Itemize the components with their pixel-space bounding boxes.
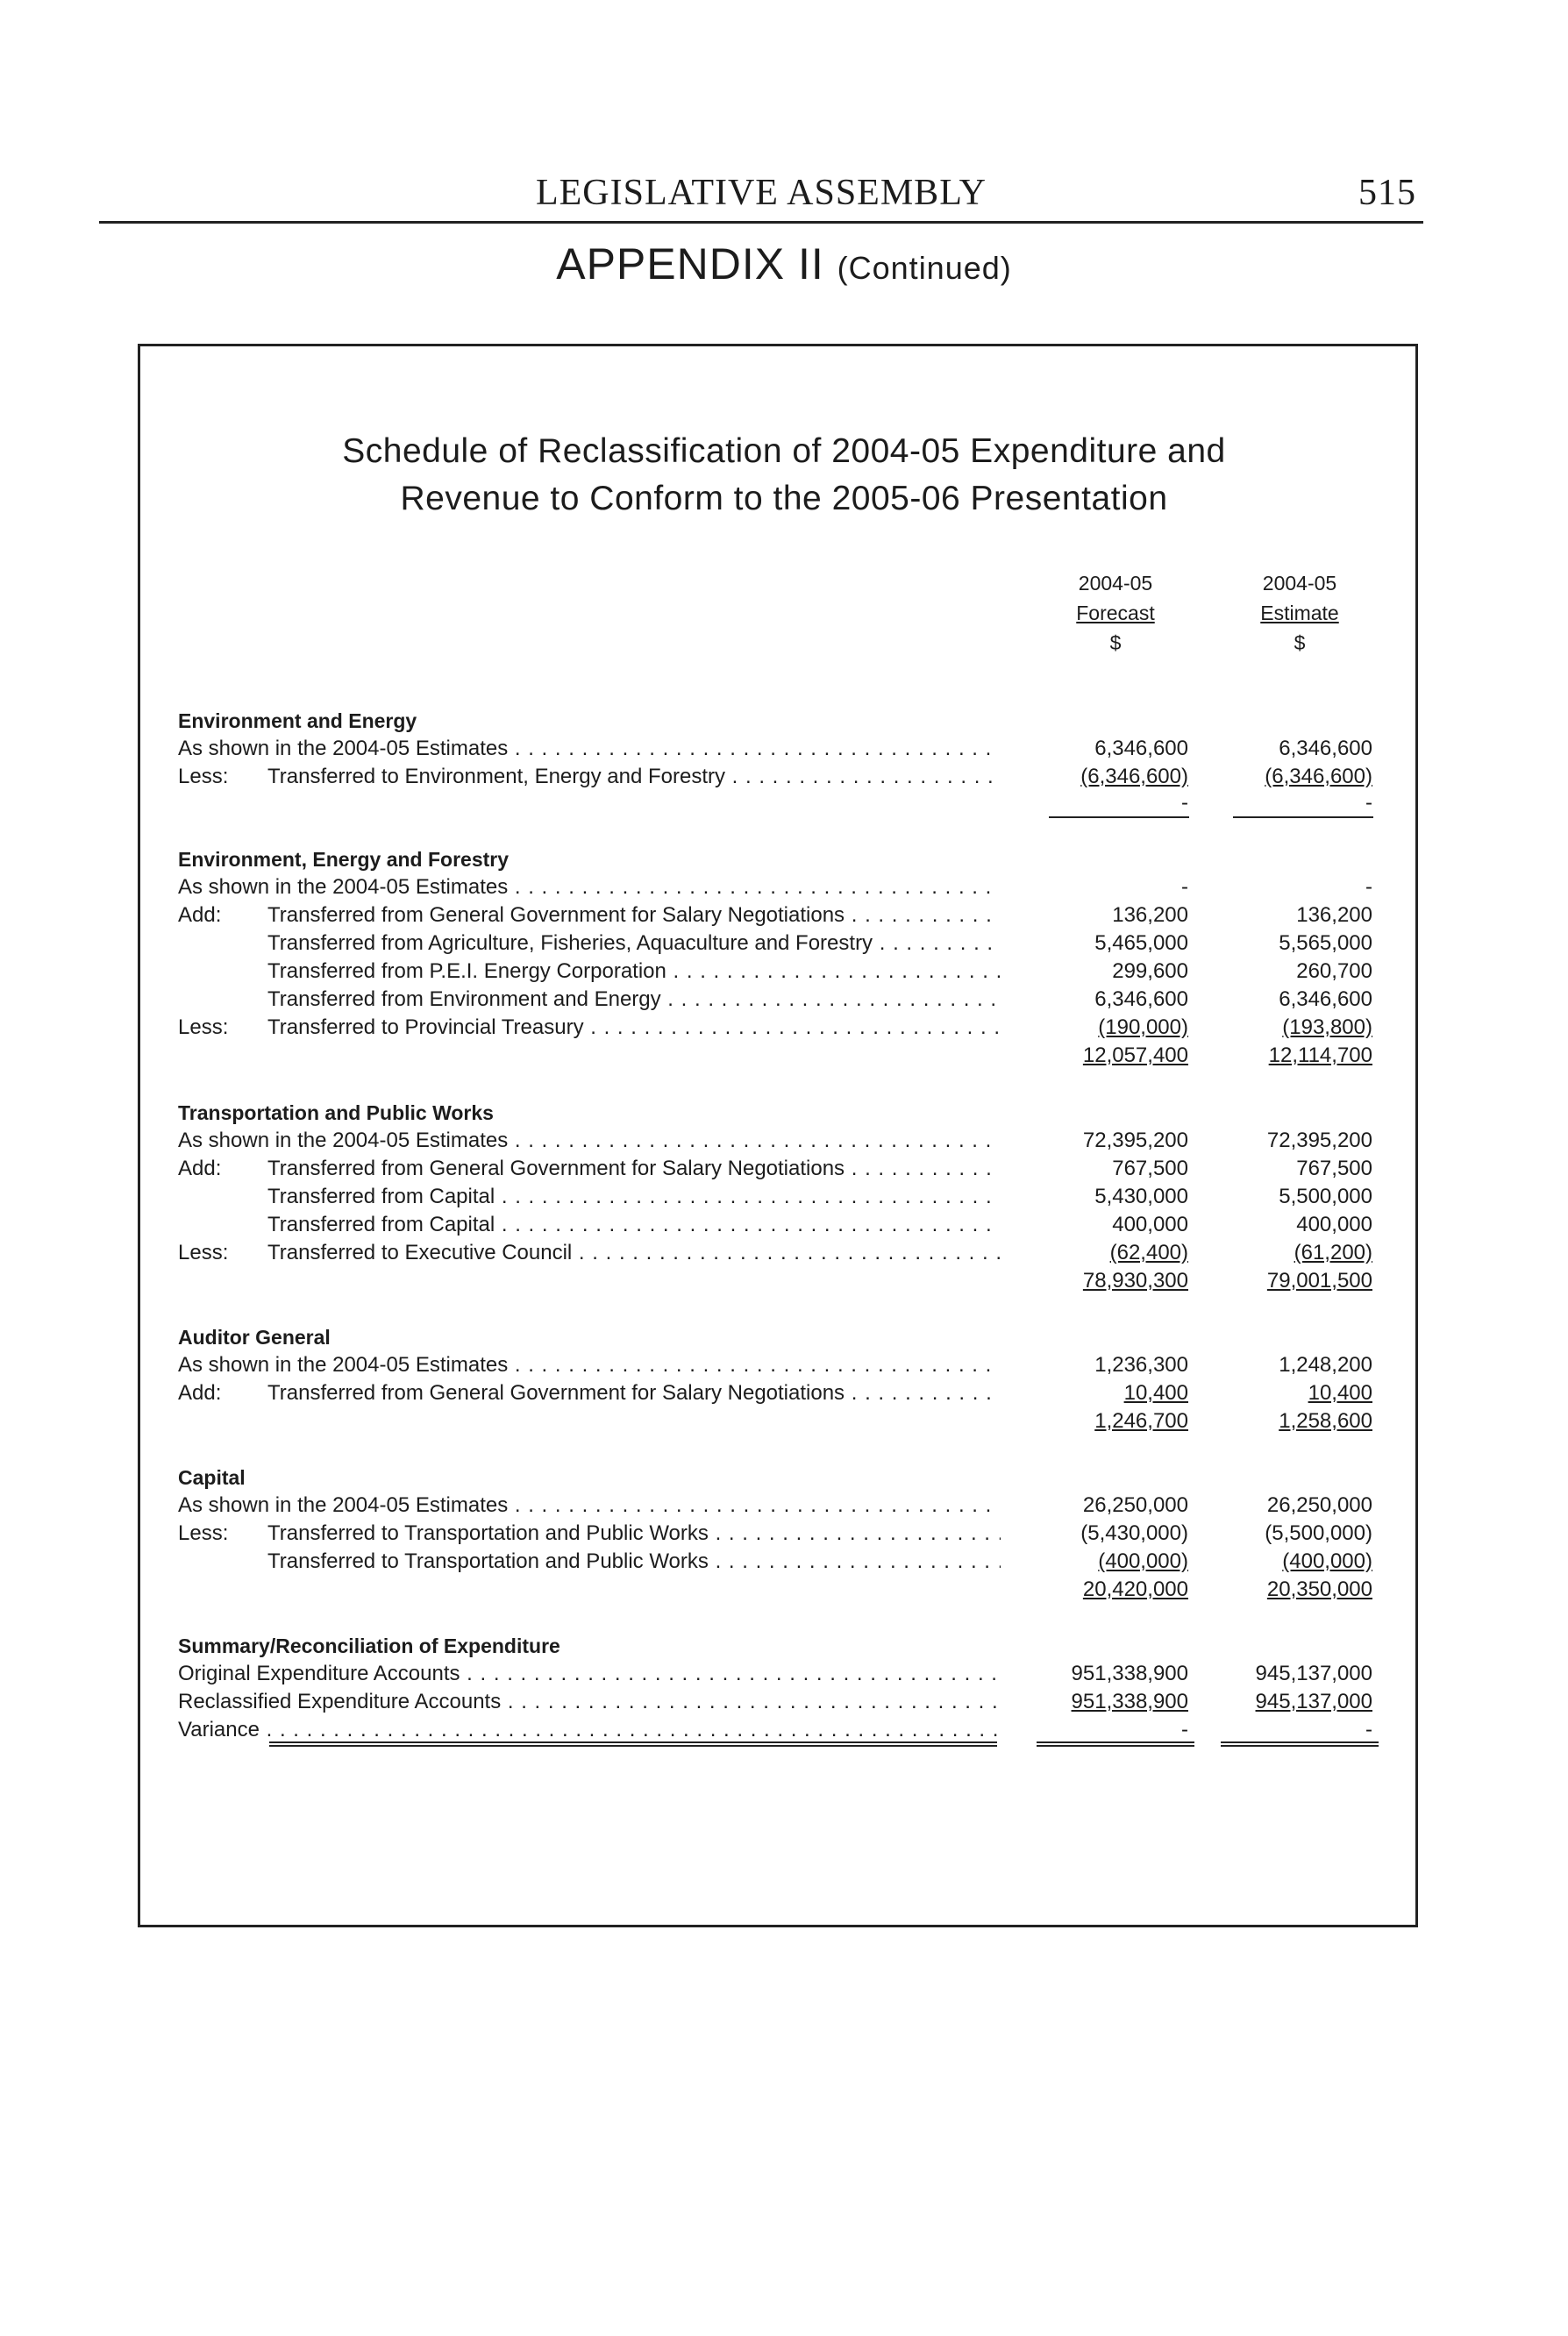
estimate-total: 79,001,500 (1266, 1269, 1372, 1293)
column-header-estimate (1221, 568, 1379, 658)
forecast-value: 72,395,200 (1082, 1129, 1188, 1152)
estimate-value: (193,800) (1282, 1015, 1372, 1039)
row-prefix: Less: (178, 1521, 229, 1545)
row-description: Transferred to Transportation and Public Works . . . (267, 1547, 1001, 1577)
forecast-total: 1,246,700 (1094, 1409, 1188, 1433)
running-head (99, 172, 1423, 217)
row-description: As shown in the 2004-05 Estimates . . . (178, 1126, 1001, 1156)
table-row (178, 1154, 1388, 1184)
row-description: Transferred from Capital . . . (267, 1182, 1001, 1212)
row-description: Variance . . . (178, 1715, 1001, 1745)
row-description: Original Expenditure Accounts . . . (178, 1659, 1001, 1689)
forecast-value: 400,000 (1112, 1213, 1188, 1236)
total-rule (1049, 816, 1189, 818)
estimate-value: 136,200 (1296, 903, 1372, 927)
schedule-title-line-1: Schedule of Reclassification of 2004-05 Expenditure and (342, 432, 1226, 470)
table-row (178, 1715, 1388, 1745)
forecast-value: 10,400 (1123, 1381, 1188, 1405)
estimate-value: 945,137,000 (1255, 1690, 1372, 1713)
column-unit: $ (1109, 631, 1122, 654)
estimate-total: 12,114,700 (1268, 1043, 1372, 1067)
estimate-value: 5,500,000 (1279, 1185, 1372, 1208)
estimate-total: - (1365, 791, 1372, 815)
estimate-value: 400,000 (1296, 1213, 1372, 1236)
forecast-value: 6,346,600 (1094, 737, 1188, 760)
estimate-value: (400,000) (1282, 1549, 1372, 1573)
appendix-title-suffix: (Continued) (837, 250, 1012, 286)
estimate-value: (5,500,000) (1265, 1521, 1372, 1545)
estimate-value: 26,250,000 (1266, 1493, 1372, 1517)
column-label: Estimate (1260, 602, 1339, 624)
section-heading: Environment, Energy and Forestry (178, 848, 510, 871)
forecast-total: 12,057,400 (1082, 1043, 1188, 1067)
section-total-row (178, 1041, 1388, 1071)
forecast-value: 5,465,000 (1094, 931, 1188, 955)
table-row (178, 1238, 1388, 1268)
section-heading: Summary/Reconciliation of Expenditure (178, 1634, 560, 1657)
forecast-total: - (1181, 791, 1188, 815)
estimate-value: 72,395,200 (1266, 1129, 1372, 1152)
row-description: As shown in the 2004-05 Estimates . . . (178, 872, 1001, 902)
estimate-value: 5,565,000 (1279, 931, 1372, 955)
estimate-value: (6,346,600) (1265, 765, 1372, 788)
forecast-value: 951,338,900 (1071, 1690, 1188, 1713)
row-prefix: Add: (178, 903, 222, 927)
page-number: 515 (1358, 173, 1416, 213)
section-heading: Environment and Energy (178, 709, 417, 732)
table-row (178, 1378, 1388, 1408)
row-prefix: Less: (178, 1015, 229, 1039)
forecast-value: (6,346,600) (1080, 765, 1188, 788)
row-description: Transferred from Capital . . . (267, 1210, 1001, 1240)
forecast-value: 1,236,300 (1094, 1353, 1188, 1377)
forecast-value: 951,338,900 (1071, 1662, 1188, 1685)
table-row (178, 957, 1388, 986)
estimate-value: 6,346,600 (1279, 737, 1372, 760)
table-row (178, 872, 1388, 902)
row-description: Transferred to Environment, Energy and Forestry . . . (267, 762, 1001, 792)
row-description: Transferred to Transportation and Public Works . . . (267, 1519, 1001, 1549)
total-rule (1233, 816, 1373, 818)
table-row (178, 1519, 1388, 1549)
appendix-title (0, 239, 1568, 289)
table-row (178, 762, 1388, 792)
estimate-value: - (1365, 875, 1372, 899)
forecast-value: 299,600 (1112, 959, 1188, 983)
schedule-title-line-2: Revenue to Conform to the 2005-06 Presentation (400, 480, 1168, 517)
table-row (178, 929, 1388, 958)
table-row (178, 1126, 1388, 1156)
column-year: 2004-05 (1078, 572, 1153, 595)
forecast-value: (400,000) (1098, 1549, 1188, 1573)
row-description: As shown in the 2004-05 Estimates . . . (178, 1350, 1001, 1380)
row-description: Transferred from Agriculture, Fisheries, Aquaculture and Forestry . . . (267, 929, 1001, 958)
estimate-value: 945,137,000 (1255, 1662, 1372, 1685)
forecast-value: - (1181, 875, 1188, 899)
row-description: Reclassified Expenditure Accounts . . . (178, 1687, 1001, 1717)
schedule-title (0, 428, 1568, 523)
forecast-value: 767,500 (1112, 1157, 1188, 1180)
forecast-value: (5,430,000) (1080, 1521, 1188, 1545)
row-description: Transferred from P.E.I. Energy Corporation . . . (267, 957, 1001, 986)
row-description: Transferred from Environment and Energy . . . (267, 985, 1001, 1015)
estimate-value: (61,200) (1294, 1241, 1372, 1264)
forecast-value: 5,430,000 (1094, 1185, 1188, 1208)
table-row (178, 1013, 1388, 1043)
row-description: Transferred from General Government for Salary Negotiations . . . (267, 1378, 1001, 1408)
estimate-double-rule (1221, 1741, 1379, 1747)
table-row (178, 1210, 1388, 1240)
column-label: Forecast (1076, 602, 1155, 624)
estimate-value: - (1365, 1718, 1372, 1741)
row-description: As shown in the 2004-05 Estimates . . . (178, 1491, 1001, 1521)
table-row (178, 985, 1388, 1015)
table-row (178, 1547, 1388, 1577)
section-total-row (178, 788, 1388, 818)
forecast-value: 6,346,600 (1094, 987, 1188, 1011)
forecast-value: (190,000) (1098, 1015, 1188, 1039)
section-total-row (178, 1266, 1388, 1296)
estimate-total: 20,350,000 (1266, 1578, 1372, 1601)
section-total-row (178, 1407, 1388, 1436)
row-description: Transferred from General Government for Salary Negotiations . . . (267, 901, 1001, 930)
running-head-title: LEGISLATIVE ASSEMBLY (536, 173, 987, 213)
row-prefix: Add: (178, 1157, 222, 1180)
table-row (178, 1687, 1388, 1717)
table-row (178, 1350, 1388, 1380)
section-heading: Auditor General (178, 1326, 331, 1349)
forecast-value: 136,200 (1112, 903, 1188, 927)
section-total-row (178, 1575, 1388, 1605)
column-header-forecast (1037, 568, 1194, 658)
section-heading: Capital (178, 1466, 246, 1489)
forecast-total: 78,930,300 (1082, 1269, 1188, 1293)
row-prefix: Less: (178, 765, 229, 788)
row-description: As shown in the 2004-05 Estimates . . . (178, 734, 1001, 764)
row-prefix: Less: (178, 1241, 229, 1264)
table-row (178, 734, 1388, 764)
estimate-total: 1,258,600 (1279, 1409, 1372, 1433)
forecast-value: 26,250,000 (1082, 1493, 1188, 1517)
appendix-title-main: APPENDIX II (556, 239, 824, 288)
table-row (178, 1182, 1388, 1212)
forecast-double-rule (1037, 1741, 1194, 1747)
forecast-value: (62,400) (1109, 1241, 1188, 1264)
header-rule (99, 221, 1423, 224)
variance-double-rule (269, 1741, 997, 1747)
estimate-value: 6,346,600 (1279, 987, 1372, 1011)
estimate-value: 767,500 (1296, 1157, 1372, 1180)
row-prefix: Add: (178, 1381, 222, 1405)
table-row (178, 1491, 1388, 1521)
estimate-value: 10,400 (1308, 1381, 1372, 1405)
row-description: Transferred from General Government for Salary Negotiations . . . (267, 1154, 1001, 1184)
row-description: Transferred to Provincial Treasury . . . (267, 1013, 1001, 1043)
estimate-value: 1,248,200 (1279, 1353, 1372, 1377)
forecast-total: 20,420,000 (1082, 1578, 1188, 1601)
row-description: Transferred to Executive Council . . . (267, 1238, 1001, 1268)
estimate-value: 260,700 (1296, 959, 1372, 983)
column-unit: $ (1294, 631, 1306, 654)
column-year: 2004-05 (1262, 572, 1337, 595)
section-heading: Transportation and Public Works (178, 1101, 494, 1124)
forecast-value: - (1181, 1718, 1188, 1741)
table-row (178, 1659, 1388, 1689)
table-row (178, 901, 1388, 930)
